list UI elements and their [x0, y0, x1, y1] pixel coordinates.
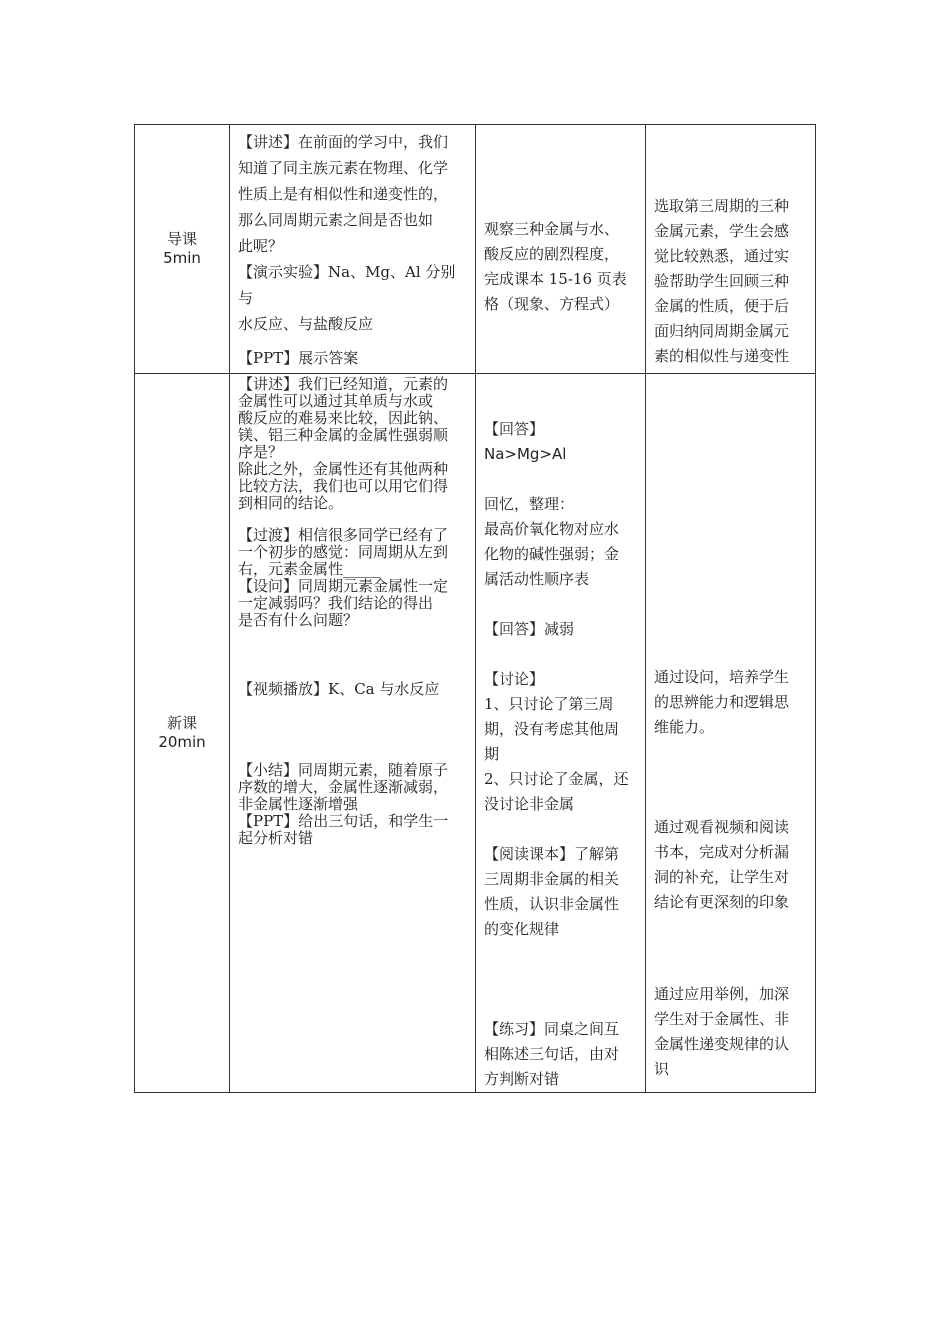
text-line: 化物的碱性强弱；金 — [484, 545, 620, 563]
text-line: 通过观看视频和阅读 — [654, 818, 790, 836]
text-line: 【回答】减弱 — [484, 620, 575, 638]
text-line: 选取第三周期的三种 — [654, 197, 790, 215]
text-line: 书本，完成对分析漏 — [654, 843, 790, 861]
text-line: 酸反应的难易来比较，因此钠、 — [238, 409, 449, 427]
text-line: 【PPT】给出三句话，和学生一 — [238, 812, 449, 830]
lesson-plan-table — [134, 124, 816, 1093]
text-line: 到相同的结论。 — [238, 494, 344, 512]
text-line: 【视频播放】K、Ca 与水反应 — [238, 680, 440, 698]
text-line: 属活动性顺序表 — [484, 570, 590, 588]
text-line: 此呢？ — [238, 237, 284, 255]
teacher-activity-cell — [230, 125, 476, 374]
text-line: 金属的性质，便于后 — [654, 297, 790, 315]
text-line: 方判断对错 — [484, 1070, 560, 1088]
text-line: 性质，认识非金属性 — [484, 895, 620, 913]
text-line: 识 — [654, 1060, 670, 1078]
text-line: 学生对于金属性、非 — [654, 1010, 790, 1028]
text-line: 最高价氧化物对应水 — [484, 520, 620, 538]
stage-duration: 20min — [158, 733, 206, 751]
text-line: 的变化规律 — [484, 920, 560, 938]
text-line: 性质上是有相似性和递变性的， — [238, 185, 449, 203]
text-line: 通过应用举例，加深 — [654, 985, 790, 1003]
text-line: 没讨论非金属 — [484, 795, 575, 813]
text-line: 三周期非金属的相关 — [484, 870, 620, 888]
text-line: 一个初步的感觉：同周期从左到 — [238, 543, 449, 561]
text-line: 除此之外，金属性还有其他两种 — [238, 460, 449, 478]
stage-name: 导课 — [166, 230, 197, 248]
text-line: Na>Mg>Al — [484, 445, 567, 463]
text-line: 酸反应的剧烈程度， — [484, 245, 620, 263]
text-line: 金属性递变规律的认 — [654, 1035, 790, 1053]
design-purpose-cell — [646, 125, 816, 374]
text-line: 【阅读课本】了解第 — [484, 845, 620, 863]
stage-cell — [135, 374, 230, 1093]
text-line: 面归纳同周期金属元 — [654, 322, 790, 340]
text-line: 验帮助学生回顾三种 — [654, 272, 790, 290]
text-line: 相陈述三句话，由对 — [484, 1045, 620, 1063]
text-line: 【演示实验】Na、Mg、Al 分别与 — [238, 263, 456, 307]
text-line: 维能力。 — [654, 718, 715, 736]
text-line: 通过设问，培养学生 — [654, 668, 790, 686]
student-activity-cell — [476, 125, 646, 374]
text-line: 觉比较熟悉，通过实 — [654, 247, 790, 265]
text-line: 右，元素金属性_____ — [238, 560, 381, 578]
text-line: 格（现象、方程式） — [484, 295, 620, 313]
text-line: 1、只讨论了第三周 — [484, 695, 614, 713]
text-line: 序数的增大，金属性逐渐减弱， — [238, 778, 449, 796]
table-row — [135, 374, 816, 1093]
text-line: 期 — [484, 745, 500, 763]
text-line: 【回答】 — [484, 420, 545, 438]
text-line: 起分析对错 — [238, 829, 314, 847]
text-line: 【PPT】展示答案 — [238, 349, 359, 367]
design-purpose-cell — [646, 374, 816, 1093]
stage-cell — [135, 125, 230, 374]
text-line: 非金属性逐渐增强 — [238, 795, 359, 813]
stage-name: 新课 — [166, 714, 197, 732]
student-activity-cell — [476, 374, 646, 1093]
text-line: 结论有更深刻的印象 — [654, 893, 790, 911]
text-line: 知道了同主族元素在物理、化学 — [238, 159, 449, 177]
text-line: 序是？ — [238, 443, 284, 461]
table-row — [135, 125, 816, 374]
text-line: 期，没有考虑其他周 — [484, 720, 620, 738]
text-line: 【练习】同桌之间互 — [484, 1020, 620, 1038]
text-line: 2、只讨论了金属，还 — [484, 770, 629, 788]
text-line: 素的相似性与递变性 — [654, 347, 790, 365]
stage-duration: 5min — [163, 249, 201, 267]
text-line: 的思辨能力和逻辑思 — [654, 693, 790, 711]
text-line: 是否有什么问题？ — [238, 611, 359, 629]
text-line: 比较方法，我们也可以用它们得 — [238, 477, 449, 495]
text-line: 回忆，整理： — [484, 495, 575, 513]
text-line: 镁、铝三种金属的金属性强弱顺 — [238, 426, 449, 444]
teacher-activity-cell — [230, 374, 476, 1093]
text-line: 金属性可以通过其单质与水或 — [238, 392, 434, 410]
text-line: 金属元素，学生会感 — [654, 222, 790, 240]
text-line: 【设问】同周期元素金属性一定 — [238, 577, 449, 595]
text-line: 【讲述】我们已经知道，元素的 — [238, 375, 449, 393]
text-line: 那么同周期元素之间是否也如 — [238, 211, 434, 229]
text-line: 观察三种金属与水、 — [484, 220, 620, 238]
text-line: 水反应、与盐酸反应 — [238, 315, 374, 333]
text-line: 洞的补充，让学生对 — [654, 868, 790, 886]
text-line: 【讲述】在前面的学习中，我们 — [238, 133, 449, 151]
text-line: 一定减弱吗？我们结论的得出 — [238, 594, 434, 612]
text-line: 【讨论】 — [484, 670, 545, 688]
text-line: 完成课本 15-16 页表 — [484, 270, 627, 288]
text-line: 【过渡】相信很多同学已经有了 — [238, 526, 449, 544]
text-line: 【小结】同周期元素，随着原子 — [238, 761, 449, 779]
